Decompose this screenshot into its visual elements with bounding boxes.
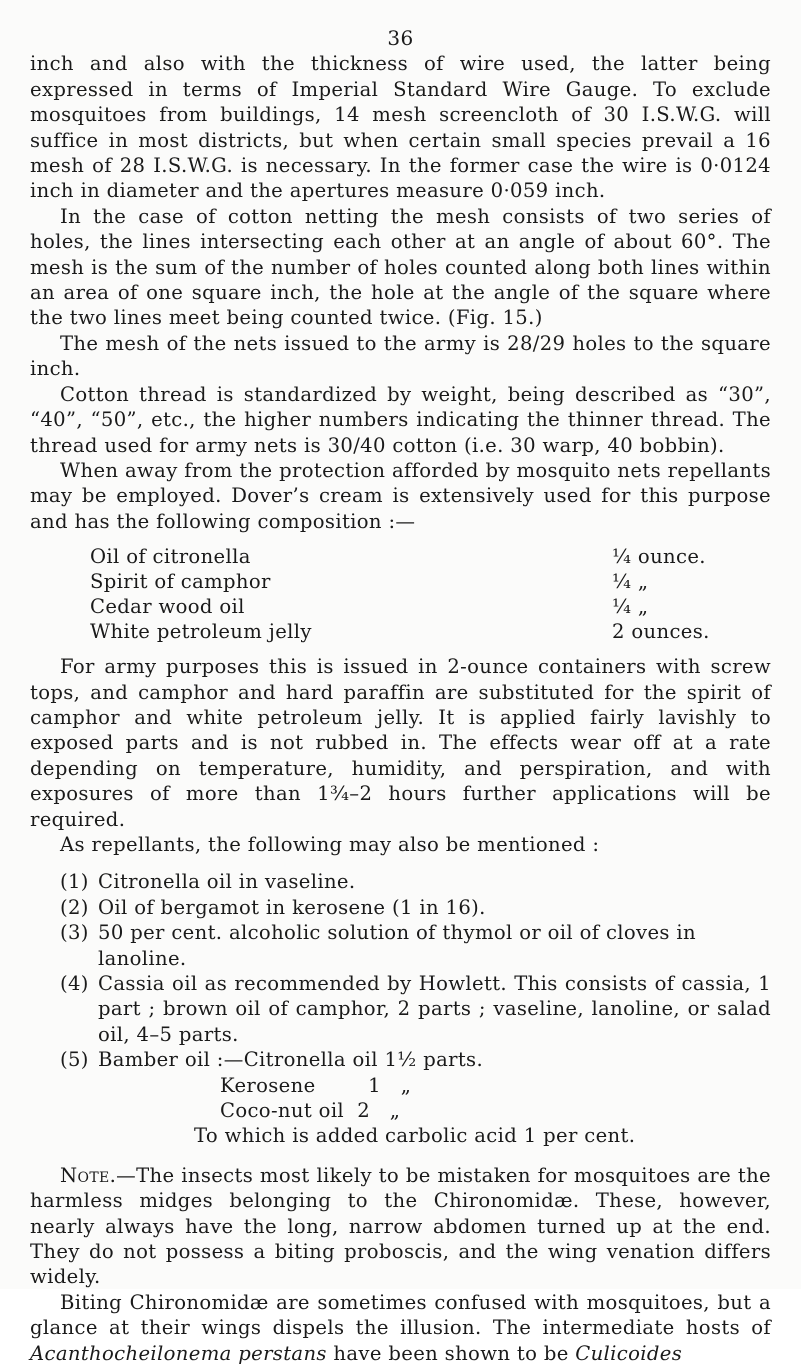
list-text: Citronella oil in vaseline. (98, 870, 356, 894)
paragraph-other-repellants: As repellants, the following may also be mentioned : (60, 832, 600, 856)
list-text: Oil of bergamot in kerosene (1 in 16). (98, 895, 486, 919)
recipe-row (90, 619, 722, 644)
list-item (30, 895, 771, 920)
bamber-coconut-oil: Coco-nut oil 2 „ (220, 1099, 401, 1123)
list-text: Bamber oil :—Citronella oil 1½ parts. (98, 1048, 484, 1072)
ingredient-name: Spirit of camphor (90, 570, 271, 594)
biting-text-mid: have been shown to be (326, 1341, 576, 1365)
bamber-kerosene: Kerosene 1 „ (220, 1073, 412, 1097)
list-item (30, 1047, 771, 1072)
recipe-row (90, 594, 722, 619)
paragraph-army-mesh: The mesh of the nets issued to the army is 28/29 holes to the square inch. (30, 331, 771, 381)
list-text: Cassia oil as recommended by Howlett. This consists of cassia, 1 part ; brown oil of camphor, 2 parts ; vaseline, lanoline, or salad oil, 4–5 parts. (98, 972, 771, 1046)
note-paragraph (30, 1163, 771, 1290)
ingredient-amount: ¼ „ (612, 595, 649, 619)
ingredient-amount: ¼ „ (612, 570, 649, 594)
recipe-row (90, 544, 722, 569)
biting-text: Biting Chironomidæ are sometimes confused with mosquitoes, but a glance at their wings dispels the illusion. The intermediate hosts of (30, 1290, 771, 1340)
paragraph-repellants: When away from the protection afforded by mosquito nets repellants may be employed. Dover’s cream is extensively used for this purpose and has the following composition :— (30, 458, 771, 533)
genus-name: Culicoides (575, 1341, 683, 1365)
ingredient-amount: ¼ ounce. (612, 545, 706, 569)
list-number: (4) (60, 972, 89, 995)
list-number: (1) (60, 870, 89, 894)
ingredient-name: White petroleum jelly (90, 620, 312, 644)
ingredient-name: Oil of citronella (90, 545, 251, 569)
list-number: (2) (60, 895, 89, 919)
paragraph-wire-gauge: inch and also with the thickness of wire used, the latter being expressed in terms of Imperial Standard Wire Gauge. To exclude mosquitoes from buildings, 14 mesh screencloth of 30 I.S.W.G. will suffice in most districts, but when certain small species prevail a 16 mesh of 28 I.S.W.G. is necessary. In the former case the wire is 0·0124 inch in diameter and the apertures measure 0·059 inch. (30, 52, 771, 203)
list-item (30, 920, 771, 971)
ingredient-amount: 2 ounces. (612, 620, 710, 644)
paragraph-biting-chironomidae (30, 1290, 771, 1366)
recipe-row (90, 569, 722, 594)
list-number: (3) (60, 921, 89, 945)
list-number: (5) (60, 1048, 89, 1072)
page-number: 36 (387, 26, 414, 50)
species-name: Acanthocheilonema perstans (30, 1341, 327, 1365)
paragraph-army-purposes: For army purposes this is issued in 2-ounce containers with screw tops, and camphor and hard paraffin are substituted for the spirit of camphor and white petroleum jelly. It is applied fairly lavishly to exposed parts and is not rubbed in. The effects wear off at a rate depending on temperature, humidity, and perspiration, and with exposures of more than 1¾–2 hours further applications will be required. (30, 655, 771, 831)
paragraph-cotton-thread: Cotton thread is standardized by weight, being described as “30”, “40”, “50”, etc., the higher numbers indicating the thinner thread. The thread used for army nets is 30/40 cotton (i.e. 30 warp, 40 bobbin). (30, 382, 771, 457)
note-label: Note. (60, 1163, 117, 1187)
list-item (30, 971, 771, 1047)
dovers-cream-recipe (90, 544, 722, 644)
bamber-carbolic-acid: To which is added carbolic acid 1 per cent. (194, 1124, 636, 1148)
ingredient-name: Cedar wood oil (90, 595, 245, 619)
note-text: —The insects most likely to be mistaken for mosquitoes are the harmless midges belonging to the Chironomidæ. These, however, nearly always have the long, narrow abdomen turned up at the end. They do not possess a biting proboscis, and the wing venation differs widely. (30, 1163, 771, 1289)
list-item (30, 869, 771, 894)
repellant-list (30, 869, 771, 1148)
paragraph-cotton-netting: In the case of cotton netting the mesh consists of two series of holes, the lines intersecting each other at an angle of about 60°. The mesh is the sum of the number of holes counted along both lines within an area of one square inch, the hole at the angle of the square where the two lines meet being counted twice. (Fig. 15.) (30, 204, 771, 330)
list-text: 50 per cent. alcoholic solution of thymol or oil of cloves in lanoline. (98, 921, 696, 970)
